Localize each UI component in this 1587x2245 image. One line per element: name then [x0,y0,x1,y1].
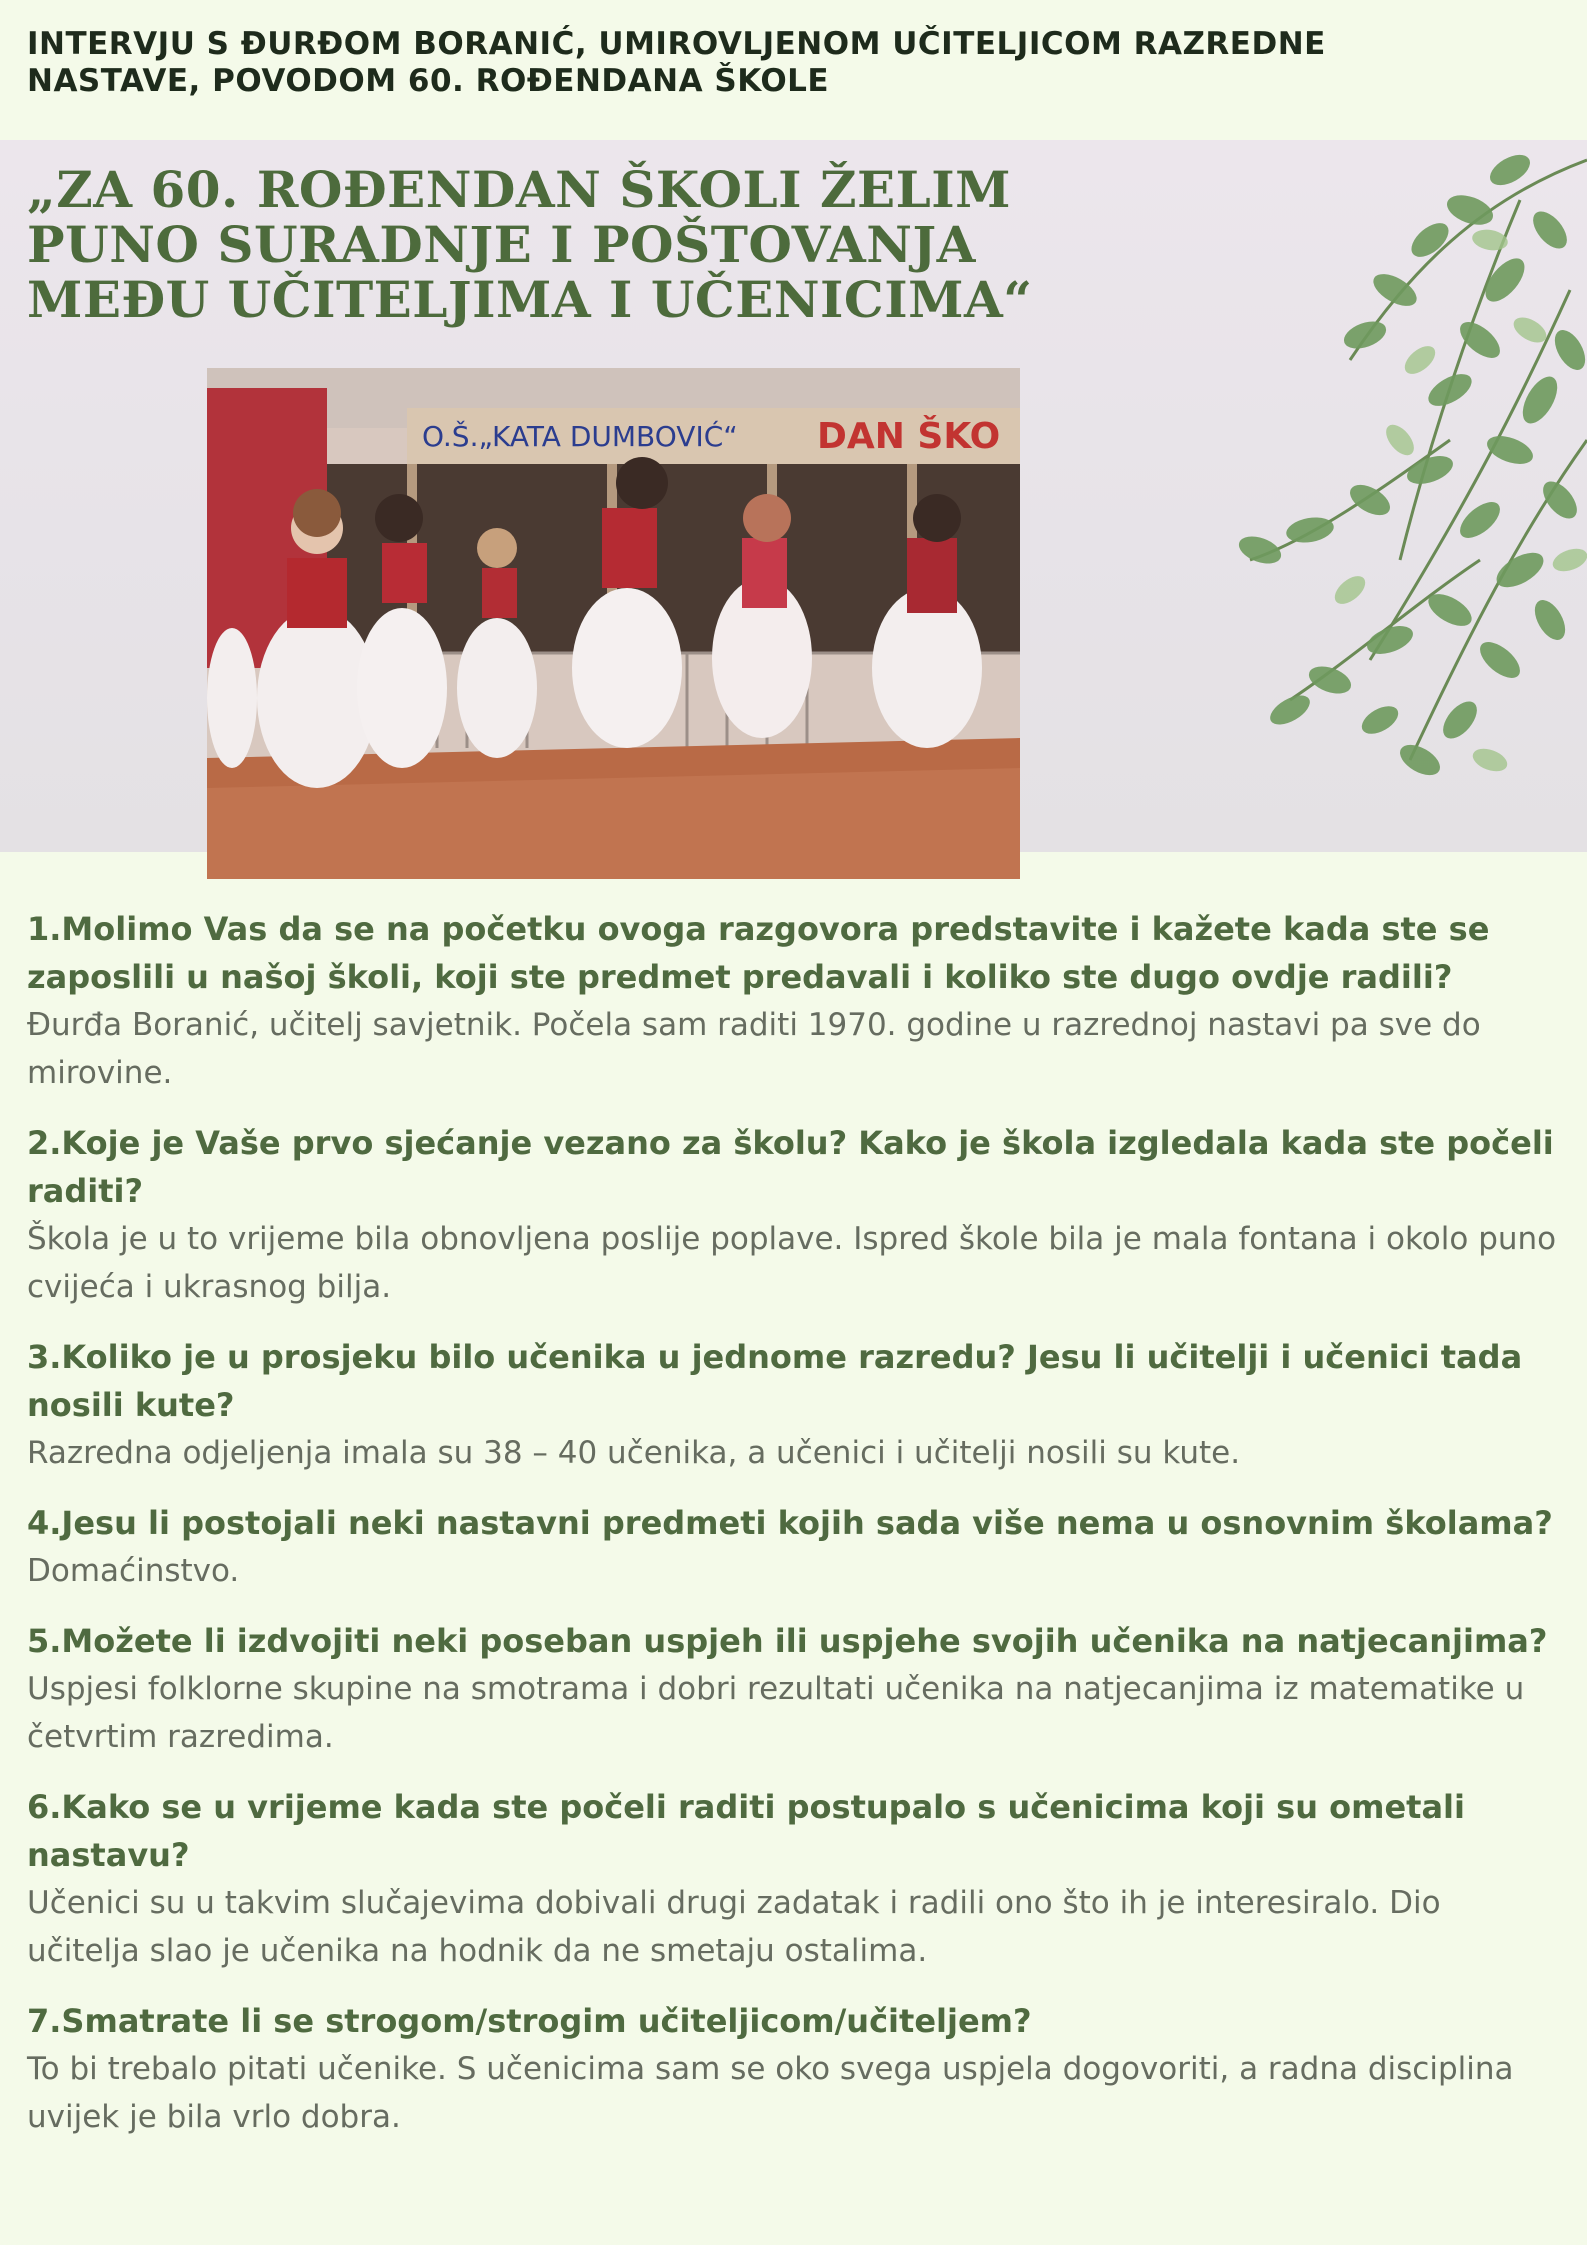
question-text: 3.Koliko je u prosjeku bilo učenika u jednome razredu? Jesu li učitelji i učenici tada nosili kute? [27,1338,1523,1424]
answer-text: Razredna odjeljenja imala su 38 – 40 učenika, a učenici i učitelji nosili su kute. [27,1435,1241,1471]
qa-item-5 [27,1617,1557,1761]
question-text: 6.Kako se u vrijeme kada ste počeli raditi postupalo s učenicima koji su ometali nastavu? [27,1788,1465,1874]
qa-item-4 [27,1499,1557,1595]
answer-text: Škola je u to vrijeme bila obnovljena poslije poplave. Ispred škole bila je mala fontana i okolo puno cvijeća i ukrasnog bilja. [27,1221,1557,1305]
answer-text: Učenici su u takvim slučajevima dobivali drugi zadatak i radili ono što ih je interesiralo. Dio učitelja slao je učenika na hodnik da ne smetaju ostalima. [27,1885,1441,1969]
answer-text: Domaćinstvo. [27,1553,240,1589]
school-sign-text: O.Š.„KATA DUMBOVIĆ“ [422,420,738,453]
qa-item-1 [27,905,1557,1097]
answer-text: To bi trebalo pitati učenike. S učenicima sam se oko svega uspjela dogovoriti, a radna disciplina uvijek je bila vrlo dobra. [27,2051,1514,2135]
interview-kicker: INTERVJU S ĐURĐOM BORANIĆ, UMIROVLJENOM UČITELJICOM RAZREDNE NASTAVE, POVODOM 60. ROĐENDANA ŠKOLE [27,26,1326,99]
qa-item-3 [27,1333,1557,1477]
question-text: 5.Možete li izdvojiti neki poseban uspjeh ili uspjehe svojih učenika na natjecanjima? [27,1622,1548,1660]
interview-headline: „ZA 60. ROĐENDAN ŠKOLI ŽELIM PUNO SURADNJE I POŠTOVANJA MEĐU UČITELJIMA I UČENICIMA“ [27,160,1033,329]
folk-dance-photo [207,368,1020,879]
question-text: 7.Smatrate li se strogom/strogim učiteljicom/učiteljem? [27,2002,1032,2040]
school-day-sign-text: DAN ŠKO [817,416,1001,457]
qa-item-7 [27,1997,1557,2141]
answer-text: Đurđa Boranić, učitelj savjetnik. Počela sam raditi 1970. godine u razrednoj nastavi pa sve do mirovine. [27,1007,1481,1091]
question-text: 4.Jesu li postojali neki nastavni predmeti kojih sada više nema u osnovnim školama? [27,1504,1553,1542]
qa-item-6 [27,1783,1557,1975]
answer-text: Uspjesi folklorne skupine na smotrama i dobri rezultati učenika na natjecanjima iz matematike u četvrtim razredima. [27,1671,1525,1755]
question-text: 1.Molimo Vas da se na početku ovoga razgovora predstavite i kažete kada ste se zaposlili u našoj školi, koji ste predmet predavali i koliko ste dugo ovdje radili? [27,910,1490,996]
qa-item-2 [27,1119,1557,1311]
question-text: 2.Koje je Vaše prvo sjećanje vezano za školu? Kako je škola izgledala kada ste počeli raditi? [27,1124,1554,1210]
interview-qa-list [27,905,1557,2163]
leaves-decoration [1050,140,1587,852]
